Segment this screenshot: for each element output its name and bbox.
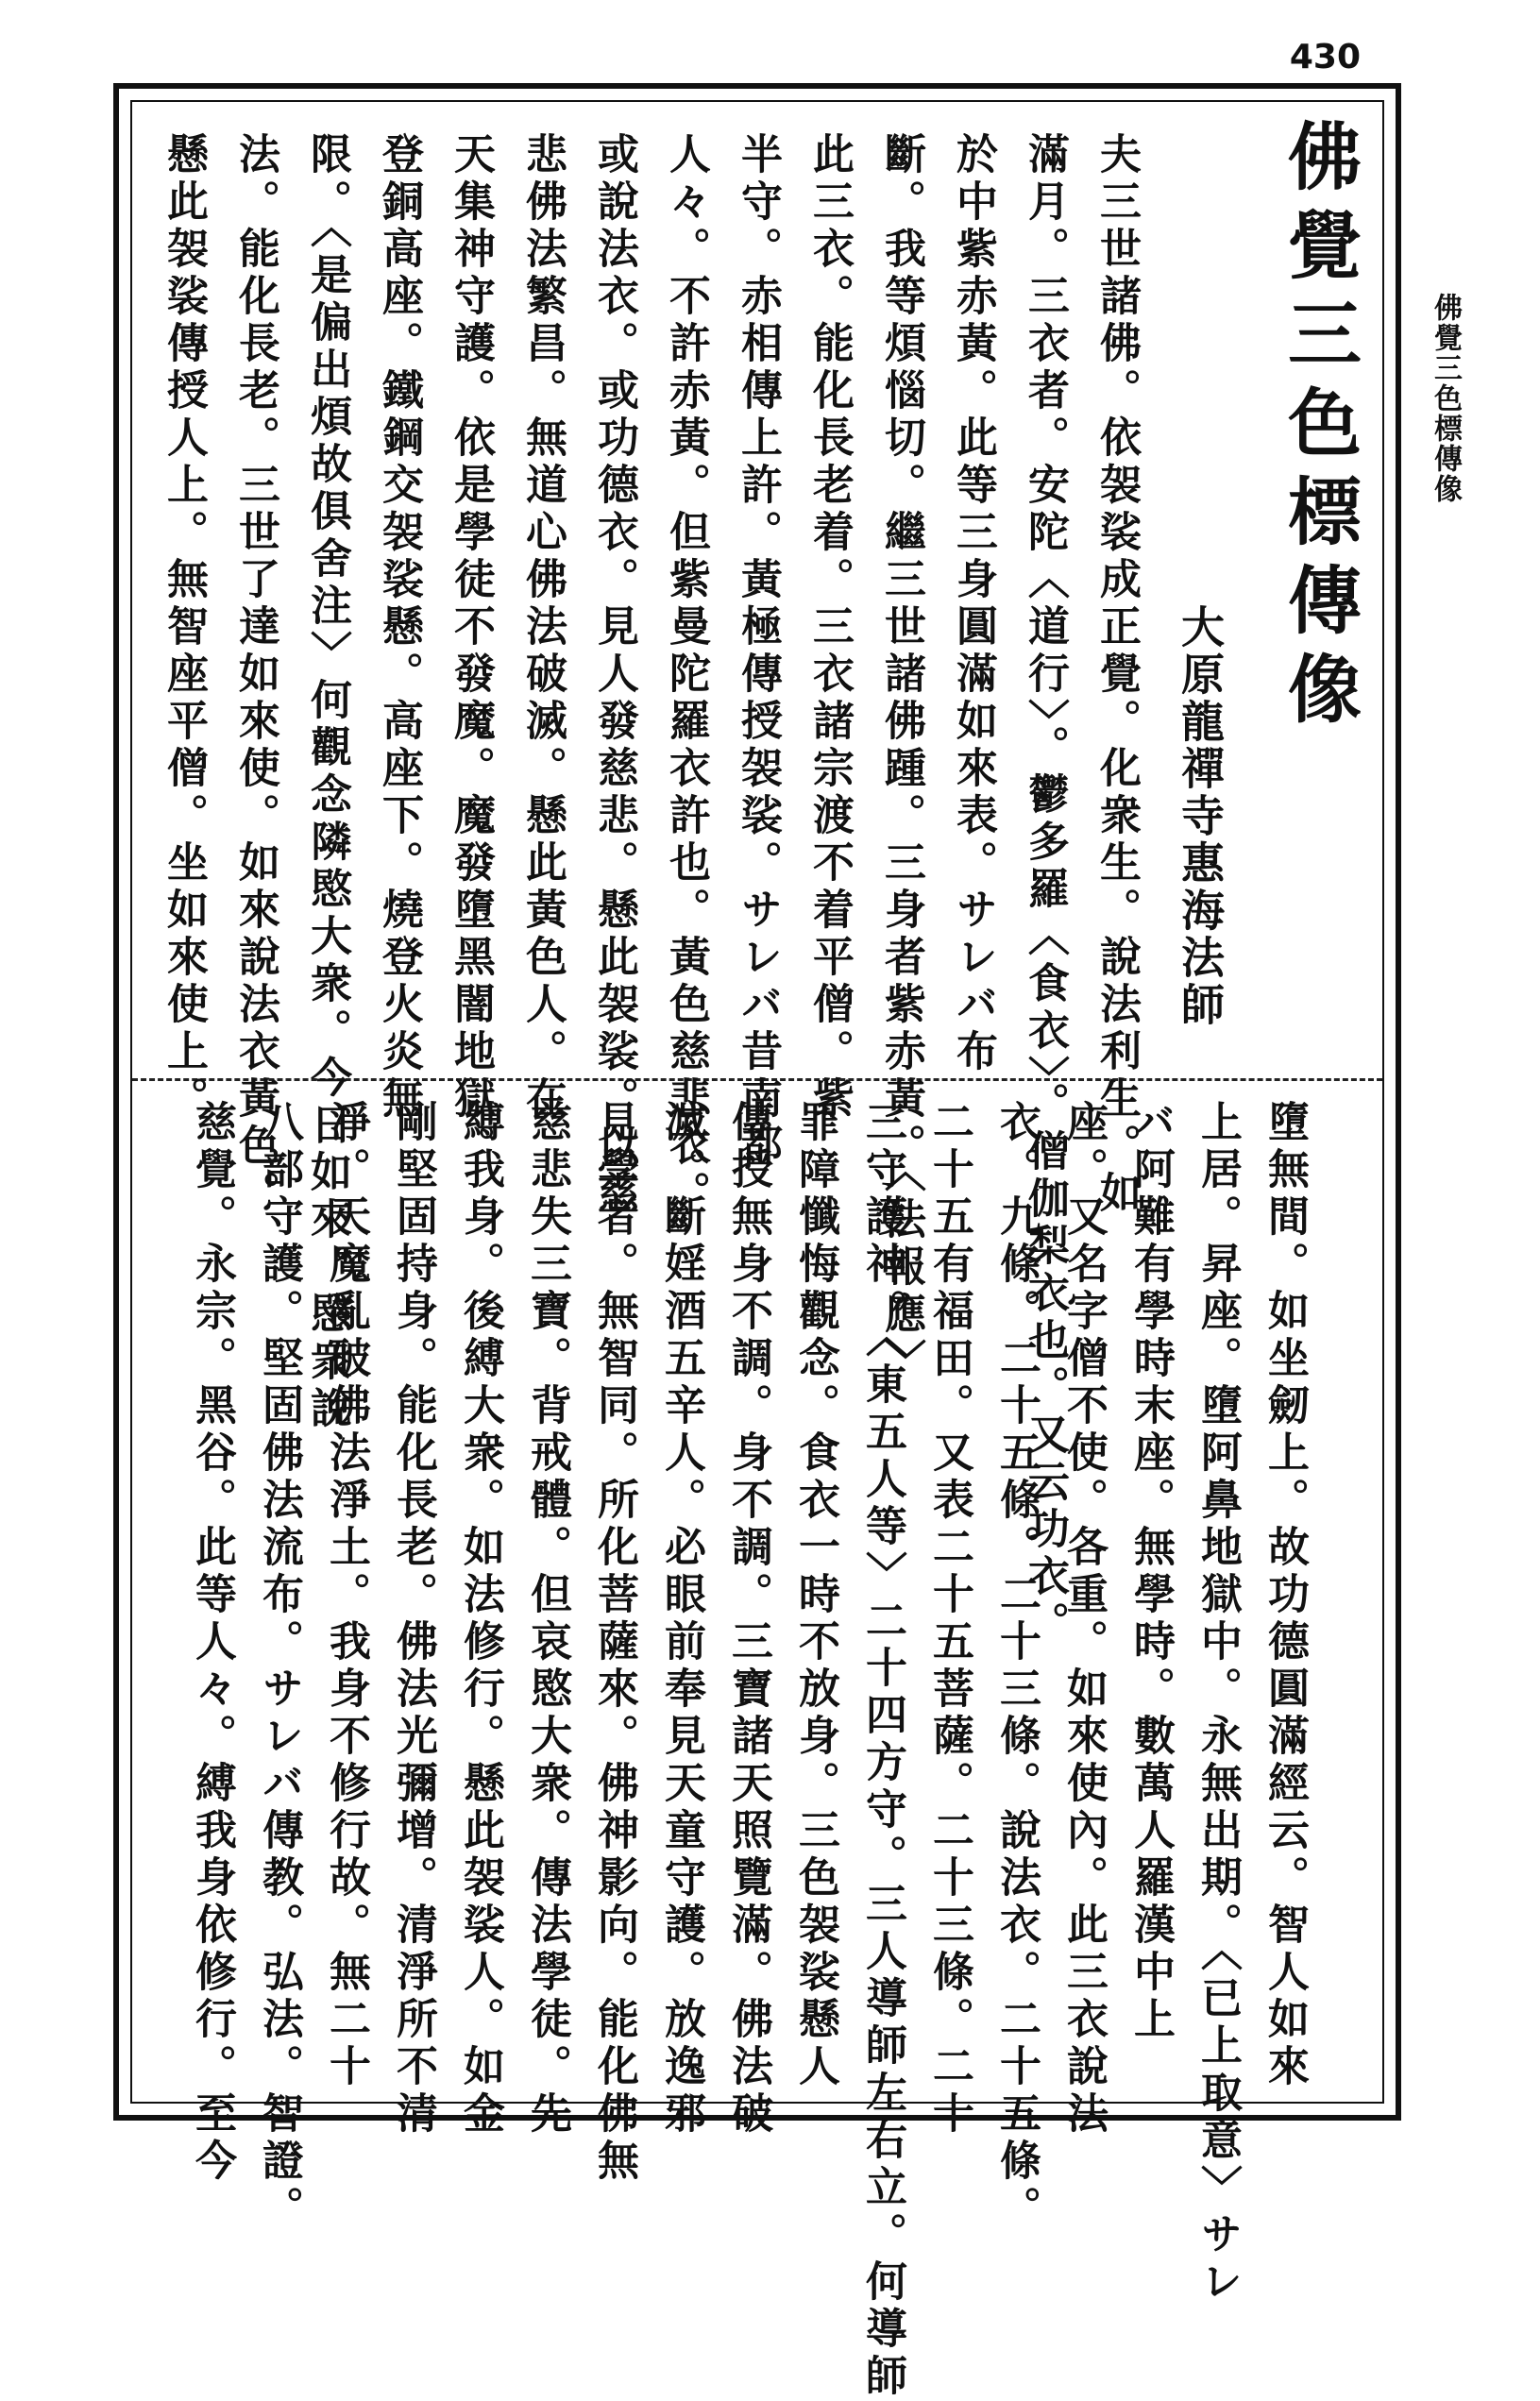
bottom-col-column: 淨。天魔亂破佛法淨土。我身不修行故。無二十 <box>322 1100 370 2091</box>
bottom-col-column: バ阿難有學時末座。無學時。數萬人羅漢中上 <box>1126 1100 1175 2044</box>
top-col-column: 限。〈是偏出煩故俱舍注〉何觀念隣愍大衆。今日如來。愍衆說 <box>303 132 351 1433</box>
bottom-col-column: 衣。九條。二十五條。二十三條。說法衣。二十五條。 <box>992 1100 1041 2233</box>
top-col-column: 登銅高座。鐵鋼交袈裟懸。高座下。燒登火炎無 <box>375 132 423 1124</box>
top-col-column: 或說法衣。或功德衣。見人發慈悲。懸此袈裟。以慈 <box>590 132 638 1218</box>
bottom-col-column: 慈覺。永宗。黑谷。此等人々。縛我身依修行。至今 <box>188 1100 236 2186</box>
top-col-column: 半守。赤相傳上許。黃極傳授袈裟。サレバ昔南都 <box>734 132 782 1171</box>
bottom-col-column: 八部守護。堅固佛法流布。サレバ傳教。弘法。智證。 <box>255 1100 303 2233</box>
top-col-column: 夫三世諸佛。依袈裟成正覺。化衆生。說法利生。如 <box>1092 132 1141 1218</box>
bottom-col-column: 滅。斷婬酒五辛人。必眼前奉見天童守護。放逸邪 <box>657 1100 705 2139</box>
bottom-col-column: 墮無間。如坐劒上。故功德圓滿經云。智人如來 <box>1261 1100 1309 2091</box>
bottom-col-column: 見學者。無智同。所化菩薩來。佛神影向。能化佛無 <box>590 1100 638 2186</box>
top-col-column: 懸此袈裟傳授人上。無智座平僧。坐如來使上。 <box>160 132 208 1124</box>
bottom-col-column: 三守護神。〈東五人等〉二十四方守。三人導師左右立。何導師 <box>858 1100 906 2401</box>
top-col-column: 法。能化長老。三世了達如來使。如來說法衣黃色。 <box>231 132 279 1218</box>
bottom-col-column: 二十五有福田。又表二十五菩薩。二十三條。二十 <box>925 1100 973 2139</box>
running-head: 佛覺三色標傳像 <box>1429 293 1462 504</box>
bottom-col-column: 傳授無身不調。身不調。三寶諸天照覽滿。佛法破 <box>724 1100 772 2139</box>
top-col-column: 人々。不許赤黃。但紫曼陀羅衣許也。黃色慈悲衣。 <box>662 132 710 1218</box>
top-col-column: 滿月。三衣者。安陀〈道行〉。鬱多羅〈食衣〉。僧伽梨衣也。又云功衣。 <box>1021 132 1069 1649</box>
page-number: 430 <box>1289 38 1361 76</box>
top-col-column: 於中紫赤黃。此等三身圓滿如來表。サレバ布 <box>949 132 997 1076</box>
top-col-column: 天集神守護。依是學徒不發魔。魔發墮黑闇地獄。 <box>447 132 495 1171</box>
bottom-col-column: 座。又名字僧不使。各重。如來使內。此三衣說法 <box>1059 1100 1108 2139</box>
article-title: 佛覺三色標傳像 <box>1276 118 1362 739</box>
top-col-column: 此三衣。能化長老着。三衣諸宗渡不着平僧。紫 <box>805 132 854 1124</box>
article-author: 大原龍禪寺惠海法師 <box>1175 604 1226 1029</box>
bottom-col-column: 上居。昇座。墮阿鼻地獄中。永無出期。〈已上取意〉サレ <box>1193 1100 1242 2307</box>
bottom-col-column: 縛我身。後縛大衆。如法修行。懸此袈裟人。如金 <box>456 1100 504 2139</box>
bottom-col-column: 慈悲失三寶。背戒體。但哀愍大衆。傳法學徒。先 <box>523 1100 571 2139</box>
top-col-column: 斷。我等煩惱切。繼三世諸佛踵。三身者紫赤黃。〈法報應〉 <box>877 132 925 1386</box>
bottom-col-column: 剛堅固持身。能化長老。佛法光彌增。清淨所不清 <box>389 1100 437 2139</box>
top-col-column: 悲佛法繁昌。無道心佛法破滅。懸此黃色人。在 <box>518 132 567 1124</box>
bottom-col-column: 罪障懺悔觀念。食衣一時不放身。三色袈裟懸人 <box>791 1100 839 2091</box>
